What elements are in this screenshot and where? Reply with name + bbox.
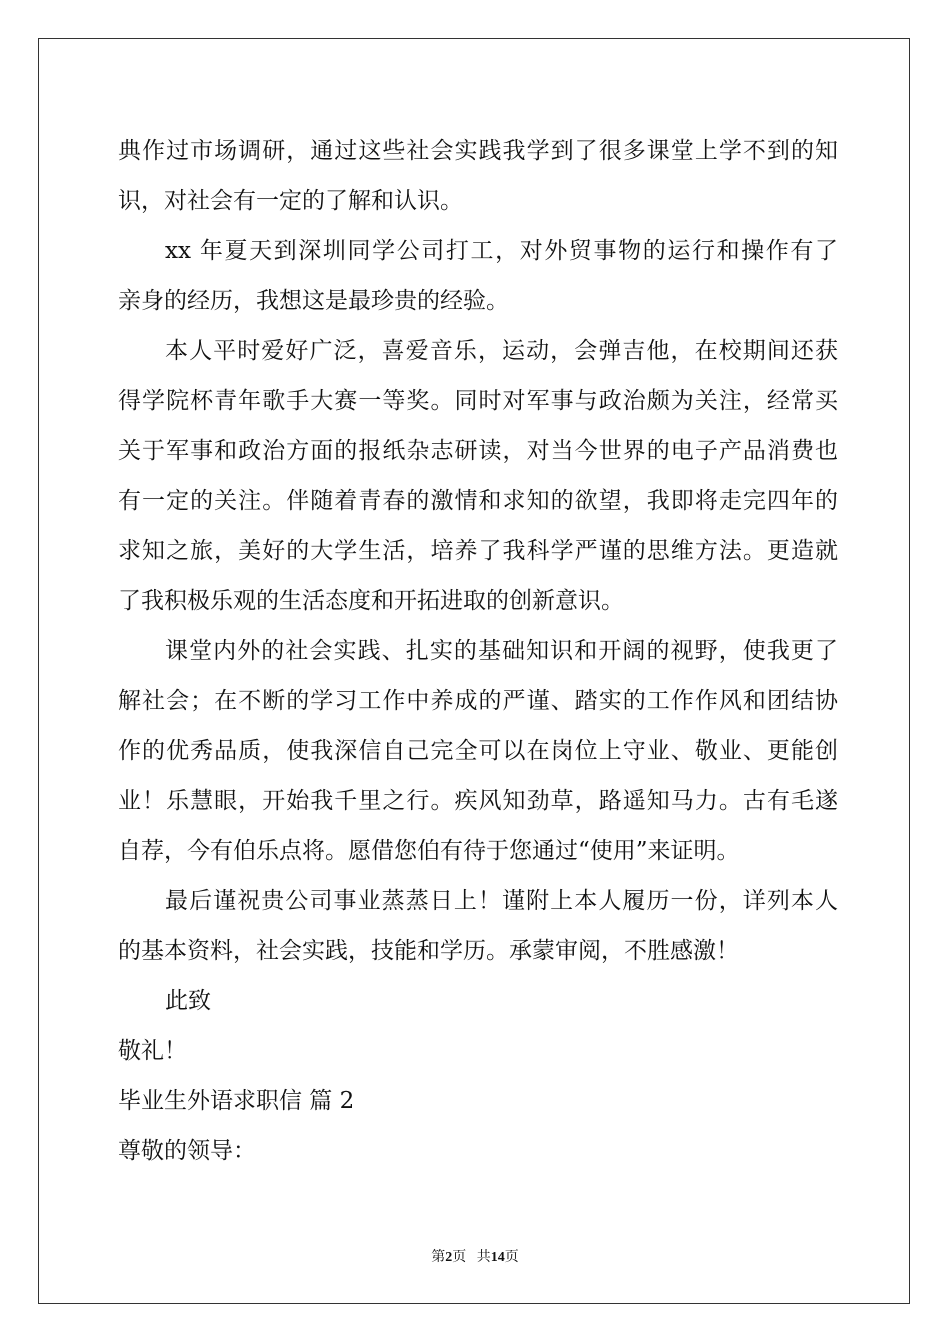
- greeting-line: 尊敬的领导：: [118, 1138, 256, 1164]
- paragraph-line: 课堂内外的社会实践、扎实的基础知识和开阔的视野，使我更了: [165, 638, 838, 664]
- footer-total-prefix: 共: [476, 1250, 491, 1265]
- paragraph-line: 作的优秀品质，使我深信自己完全可以在岗位上守业、敬业、更能创: [118, 738, 838, 764]
- paragraph-line: 识，对社会有一定的了解和认识。: [118, 188, 463, 214]
- footer-total-pages: 14: [490, 1250, 505, 1265]
- paragraph-line: 有一定的关注。伴随着青春的激情和求知的欲望，我即将走完四年的: [118, 488, 838, 514]
- paragraph-line: 的基本资料，社会实践，技能和学历。承蒙审阅，不胜感激！: [118, 938, 739, 964]
- paragraph-line: 得学院杯青年歌手大赛一等奖。同时对军事与政治颇为关注，经常买: [118, 388, 838, 414]
- paragraph-line: 业！乐慧眼，开始我千里之行。疾风知劲草，路遥知马力。古有毛遂: [118, 788, 838, 814]
- footer-total-suffix: 页: [504, 1250, 519, 1265]
- closing-salutation: 此致: [165, 988, 211, 1014]
- paragraph-line: 亲身的经历，我想这是最珍贵的经验。: [118, 288, 509, 314]
- paragraph-line: 最后谨祝贵公司事业蒸蒸日上！谨附上本人履历一份，详列本人: [165, 888, 838, 914]
- page-footer: [0, 1246, 950, 1266]
- paragraph-line: xx 年夏天到深圳同学公司打工，对外贸事物的运行和操作有了: [165, 238, 838, 264]
- paragraph-line: 求知之旅，美好的大学生活，培养了我科学严谨的思维方法。更造就: [118, 538, 838, 564]
- closing-regards: 敬礼！: [118, 1038, 187, 1064]
- footer-page-suffix: 页: [452, 1250, 467, 1265]
- paragraph-line: 关于军事和政治方面的报纸杂志研读，对当今世界的电子产品消费也: [118, 438, 838, 464]
- paragraph-line: 典作过市场调研，通过这些社会实践我学到了很多课堂上学不到的知: [118, 138, 838, 164]
- section-heading: 毕业生外语求职信 篇 2: [118, 1088, 355, 1114]
- footer-page-number: 2: [445, 1250, 453, 1265]
- footer-page-prefix: 第: [431, 1250, 446, 1265]
- paragraph-line: 解社会；在不断的学习工作中养成的严谨、踏实的工作作风和团结协: [118, 688, 838, 714]
- paragraph-line: 自荐，今有伯乐点将。愿借您伯有待于您通过“使用”来证明。: [118, 838, 740, 864]
- paragraph-line: 本人平时爱好广泛，喜爱音乐，运动，会弹吉他，在校期间还获: [165, 338, 838, 364]
- paragraph-line: 了我积极乐观的生活态度和开拓进取的创新意识。: [118, 588, 624, 614]
